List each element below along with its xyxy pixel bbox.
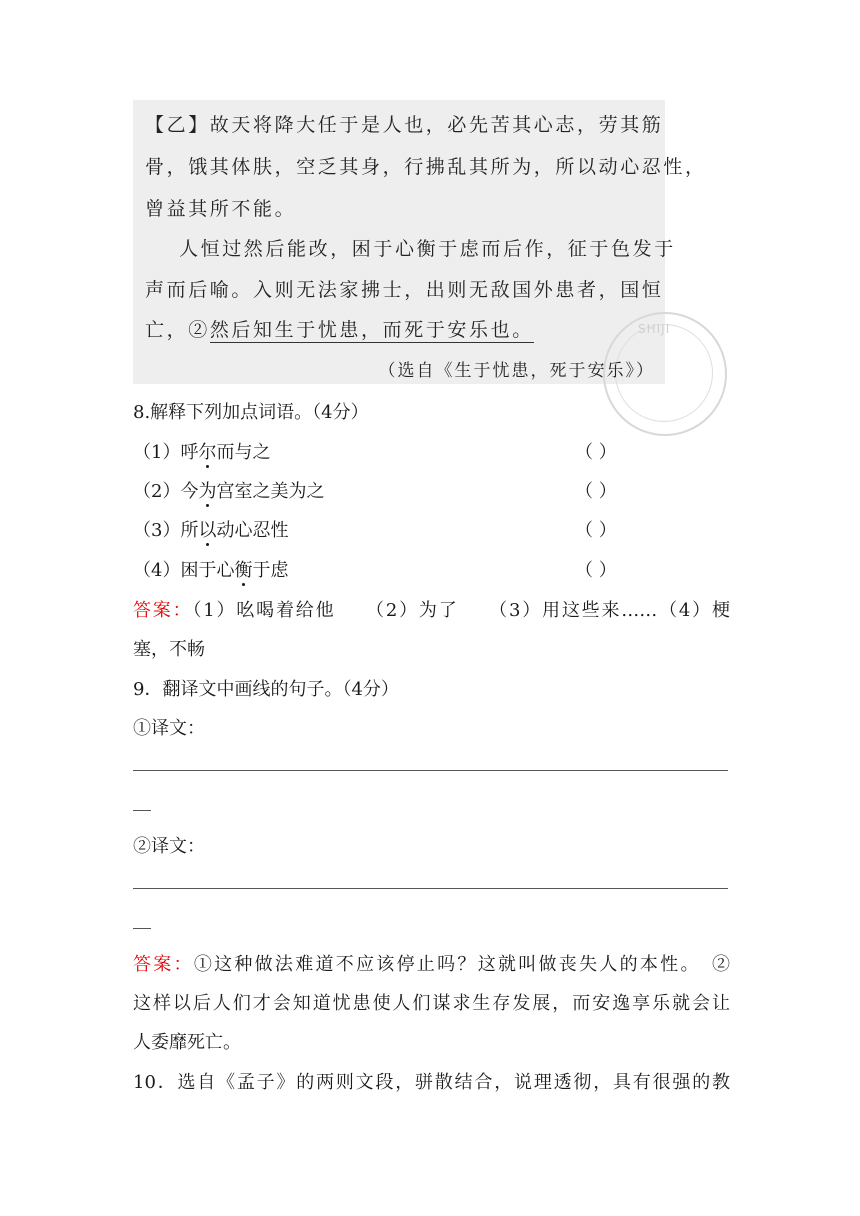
answer-text: （1）吆喝着给他 （2）为了 （3）用这些来……（4）梗 (192, 600, 730, 621)
q8-title: 8.解释下列加点词语。（4分） (133, 402, 369, 423)
answer-label: 答案： (133, 600, 193, 621)
q8-item-1: （1）呼尔而与之 (133, 442, 271, 463)
answer-text: ①这种做法难道不应该停止吗？这就叫做丧失人的本性。 ② (193, 954, 730, 975)
underlined-sentence: 然后知生于忧患，而死于安乐也。 (209, 319, 534, 341)
dotted-word: 尔 (198, 442, 217, 463)
q9-translation-1-label: ①译文： (133, 718, 205, 739)
answer-label: 答案： (133, 954, 194, 975)
q9-answer-cont: 人委靡死亡。 (133, 1032, 241, 1053)
answer-line-end (133, 928, 151, 929)
q8-item-4: （4）困于心衡于虑 (133, 560, 289, 581)
dotted-word: 为 (198, 481, 217, 502)
q8-answer (133, 596, 730, 622)
passage-line (145, 315, 534, 342)
passage-line: 声而后喻。入则无法家拂士，出则无敌国外患者，国恒 (145, 279, 664, 301)
answer-blank[interactable]: （ ） (575, 520, 617, 541)
watermark-text: SHIJI (638, 322, 671, 336)
q8-answer-cont: 塞，不畅 (133, 639, 205, 660)
q8-item-2: （2）今为宫室之美为之 (133, 481, 325, 502)
answer-line-end (133, 810, 151, 811)
passage-line: 骨，饿其体肤，空乏其身，行拂乱其所为，所以动心忍性， (145, 156, 707, 178)
dotted-word: 以 (198, 520, 217, 541)
q9-answer-cont: 这样以后人们才会知道忧患使人们谋求生存发展，而安逸享乐就会让 (133, 993, 730, 1014)
passage-line: 曾益其所不能。 (145, 198, 297, 220)
passage-line-prefix: 亡，② (145, 319, 210, 341)
q10-text: 10．选自《孟子》的两则文段，骈散结合，说理透彻，具有很强的教 (133, 1072, 730, 1093)
answer-blank[interactable]: （ ） (575, 481, 617, 502)
passage-image (133, 100, 707, 384)
passage-source: （选自《生于忧患，死于安乐》） (378, 361, 655, 381)
q9-title: 9．翻译文中画线的句子。（4分） (133, 679, 399, 700)
answer-blank[interactable]: （ ） (575, 560, 617, 581)
passage-line: 【乙】故天将降大任于是人也，必先苦其心志，劳其筋 (145, 114, 664, 136)
dotted-word: 衡 (234, 560, 253, 581)
answer-line[interactable] (133, 770, 728, 771)
q9-answer (133, 950, 730, 976)
q8-item-3: （3）所以动心忍性 (133, 520, 289, 541)
answer-blank[interactable]: （ ） (575, 442, 617, 463)
q9-translation-2-label: ②译文： (133, 836, 205, 857)
passage-line: 人恒过然后能改，困于心衡于虑而后作，征于色发于 (179, 238, 676, 260)
answer-line[interactable] (133, 888, 728, 889)
